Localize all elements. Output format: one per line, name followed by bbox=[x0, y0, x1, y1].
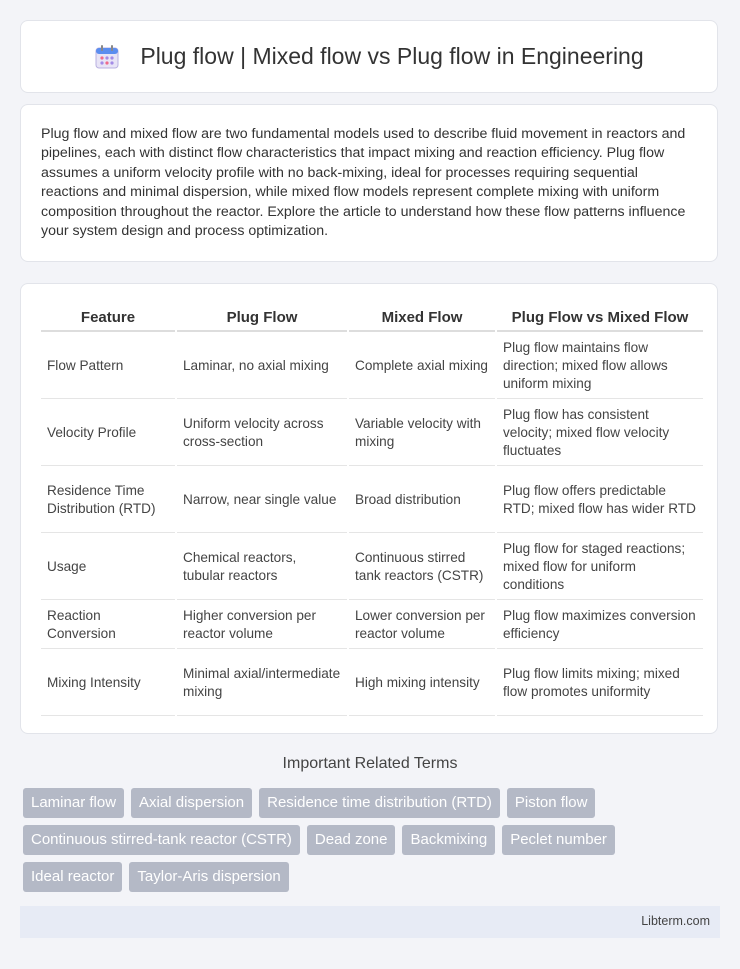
comparison-table-card bbox=[20, 283, 718, 734]
column-header: Mixed Flow bbox=[349, 306, 495, 332]
calendar-icon bbox=[94, 44, 120, 70]
table-cell: Velocity Profile bbox=[41, 401, 175, 466]
related-term-tag[interactable]: Residence time distribution (RTD) bbox=[259, 788, 500, 818]
intro-card bbox=[20, 104, 718, 262]
related-term-tag[interactable]: Backmixing bbox=[402, 825, 495, 855]
table-cell: Flow Pattern bbox=[41, 334, 175, 399]
table-row bbox=[41, 651, 703, 716]
column-header: Feature bbox=[41, 306, 175, 332]
table-cell: Plug flow has consistent velocity; mixed flow velocity fluctuates bbox=[497, 401, 703, 466]
table-cell: Variable velocity with mixing bbox=[349, 401, 495, 466]
table-cell: Plug flow for staged reactions; mixed flow for uniform conditions bbox=[497, 535, 703, 600]
table-cell: Uniform velocity across cross-section bbox=[177, 401, 347, 466]
footer bbox=[20, 906, 720, 938]
table-cell: Continuous stirred tank reactors (CSTR) bbox=[349, 535, 495, 600]
table-row bbox=[41, 468, 703, 533]
table-cell: Chemical reactors, tubular reactors bbox=[177, 535, 347, 600]
footer-site[interactable]: Libterm.com bbox=[641, 914, 710, 928]
intro-text: Plug flow and mixed flow are two fundamental models used to describe fluid movement in reactors and pipelines, each with distinct flow characteristics that impact mixing and reaction efficiency. Plug flow assumes a uniform velocity profile with no back-mixing, ideal for processes requiring sequential reactions and minimal dispersion, while mixed flow models represent complete mixing with uniform composition throughout the reactor. Explore the article to understand how these flow patterns influence your system design and process optimization. bbox=[41, 126, 686, 240]
table-row bbox=[41, 602, 703, 649]
table-cell: Lower conversion per reactor volume bbox=[349, 602, 495, 649]
related-term-tag[interactable]: Dead zone bbox=[307, 825, 396, 855]
column-header: Plug Flow bbox=[177, 306, 347, 332]
table-row bbox=[41, 401, 703, 466]
related-terms-list bbox=[23, 788, 723, 899]
related-term-tag[interactable]: Laminar flow bbox=[23, 788, 124, 818]
table-cell: Broad distribution bbox=[349, 468, 495, 533]
table-cell: Plug flow maximizes conversion efficiency bbox=[497, 602, 703, 649]
table-cell: Minimal axial/intermediate mixing bbox=[177, 651, 347, 716]
table-row bbox=[41, 535, 703, 600]
related-terms-title: Important Related Terms bbox=[282, 755, 458, 772]
table-header-row bbox=[41, 306, 703, 332]
table-row bbox=[41, 334, 703, 399]
table-cell: High mixing intensity bbox=[349, 651, 495, 716]
related-term-tag[interactable]: Continuous stirred-tank reactor (CSTR) bbox=[23, 825, 300, 855]
page-title: Plug flow | Mixed flow vs Plug flow in Engineering bbox=[140, 43, 644, 69]
table-cell: Plug flow offers predictable RTD; mixed flow has wider RTD bbox=[497, 468, 703, 533]
table-cell: Mixing Intensity bbox=[41, 651, 175, 716]
table-cell: Usage bbox=[41, 535, 175, 600]
table-cell: Complete axial mixing bbox=[349, 334, 495, 399]
table-cell: Reaction Conversion bbox=[41, 602, 175, 649]
comparison-table bbox=[39, 304, 705, 718]
table-cell: Higher conversion per reactor volume bbox=[177, 602, 347, 649]
related-term-tag[interactable]: Peclet number bbox=[502, 825, 615, 855]
table-cell: Plug flow maintains flow direction; mixed flow allows uniform mixing bbox=[497, 334, 703, 399]
related-term-tag[interactable]: Axial dispersion bbox=[131, 788, 252, 818]
table-cell: Narrow, near single value bbox=[177, 468, 347, 533]
related-term-tag[interactable]: Ideal reactor bbox=[23, 862, 122, 892]
table-cell: Plug flow limits mixing; mixed flow promotes uniformity bbox=[497, 651, 703, 716]
related-term-tag[interactable]: Piston flow bbox=[507, 788, 596, 818]
table-cell: Laminar, no axial mixing bbox=[177, 334, 347, 399]
column-header: Plug Flow vs Mixed Flow bbox=[497, 306, 703, 332]
header-card bbox=[20, 20, 718, 93]
table-cell: Residence Time Distribution (RTD) bbox=[41, 468, 175, 533]
related-term-tag[interactable]: Taylor-Aris dispersion bbox=[129, 862, 288, 892]
